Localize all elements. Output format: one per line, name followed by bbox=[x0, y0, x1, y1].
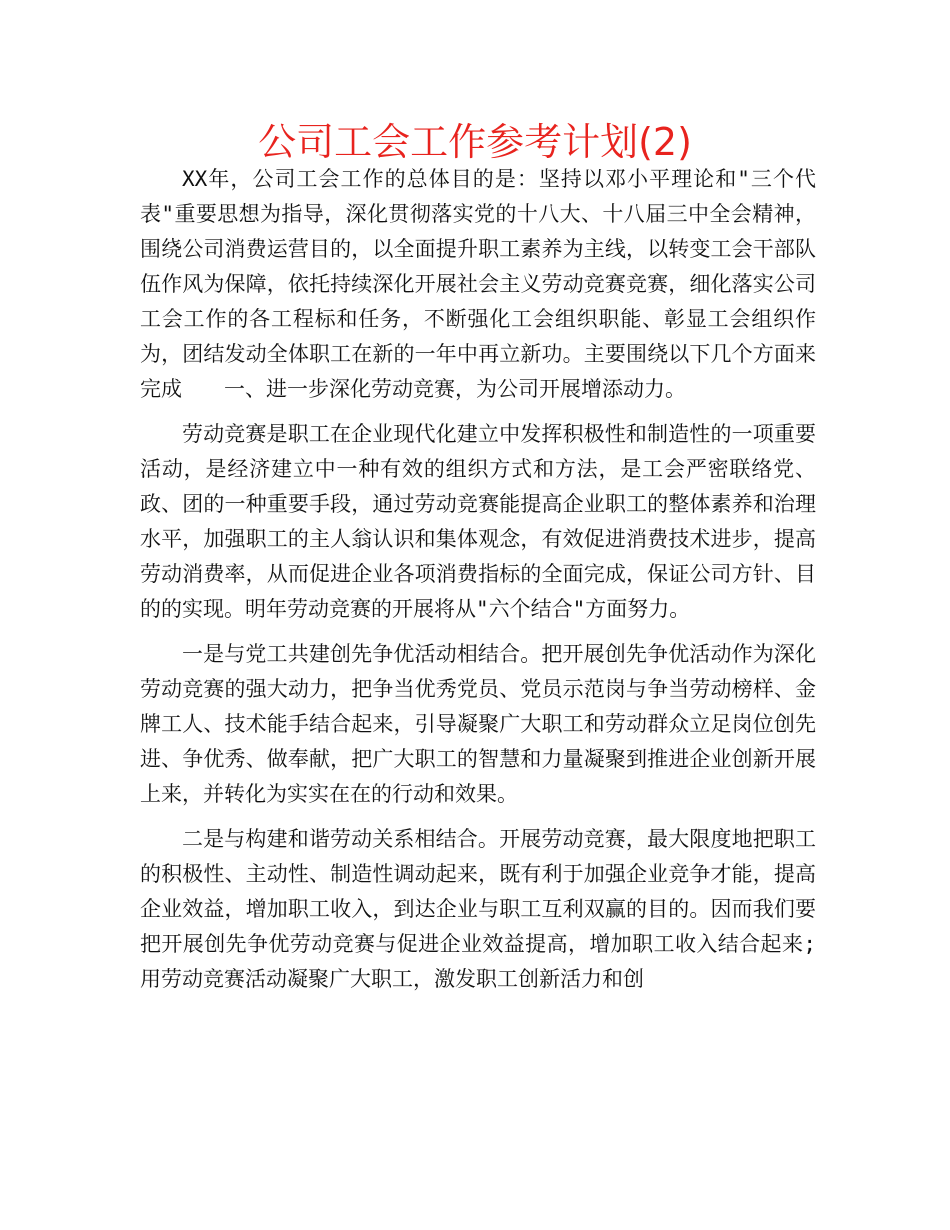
paragraph: 劳动竞赛是职工在企业现代化建立中发挥积极性和制造性的一项重要活动，是经济建立中一种有效的组织方式和方法，是工会严密联络党、政、团的一种重要手段，通过劳动竞赛能提高企业职工的整体素养和治理水平，加强职工的主人翁认识和集体观念，有效促进消费技术进步，提高劳动消费率，从而促进企业各项消费指标的全面完成，保证公司方针、目的的实现。明年劳动竞赛的开展将从"六个结合"方面努力。 bbox=[140, 422, 816, 621]
document-title: 公司工会工作参考计划(2) bbox=[258, 120, 692, 164]
paragraph: 二是与构建和谐劳动关系相结合。开展劳动竞赛，最大限度地把职工的积极性、主动性、制造性调动起来，既有利于加强企业竞争才能，提高企业效益，增加职工收入，到达企业与职工互利双赢的目的。因而我们要把开展创先争优劳动竞赛与促进企业效益提高，增加职工收入结合起来;用劳动竞赛活动凝聚广大职工，激发职工创新活力和创 bbox=[140, 827, 816, 991]
paragraph: XX年，公司工会工作的总体目的是：坚持以邓小平理论和"三个代表"重要思想为指导，深化贯彻落实党的十八大、十八届三中全会精神，围绕公司消费运营目的，以全面提升职工素养为主线，以转变工会干部队伍作风为保障，依托持续深化开展社会主义劳动竞赛竞赛，细化落实公司工会工作的各工程标和任务，不断强化工会组织职能、彰显工会组织作为，团结发动全体职工在新的一年中再立新功。主要围绕以下几个方面来完成 一、进一步深化劳动竞赛，为公司开展增添动力。 bbox=[140, 167, 816, 401]
document-body bbox=[140, 162, 816, 1007]
paragraph: 一是与党工共建创先争优活动相结合。把开展创先争优活动作为深化劳动竞赛的强大动力，把争当优秀党员、党员示范岗与争当劳动榜样、金牌工人、技术能手结合起来，引导凝聚广大职工和劳动群众立足岗位创先进、争优秀、做奉献，把广大职工的智慧和力量凝聚到推进企业创新开展上来，并转化为实实在在的行动和效果。 bbox=[140, 642, 816, 806]
